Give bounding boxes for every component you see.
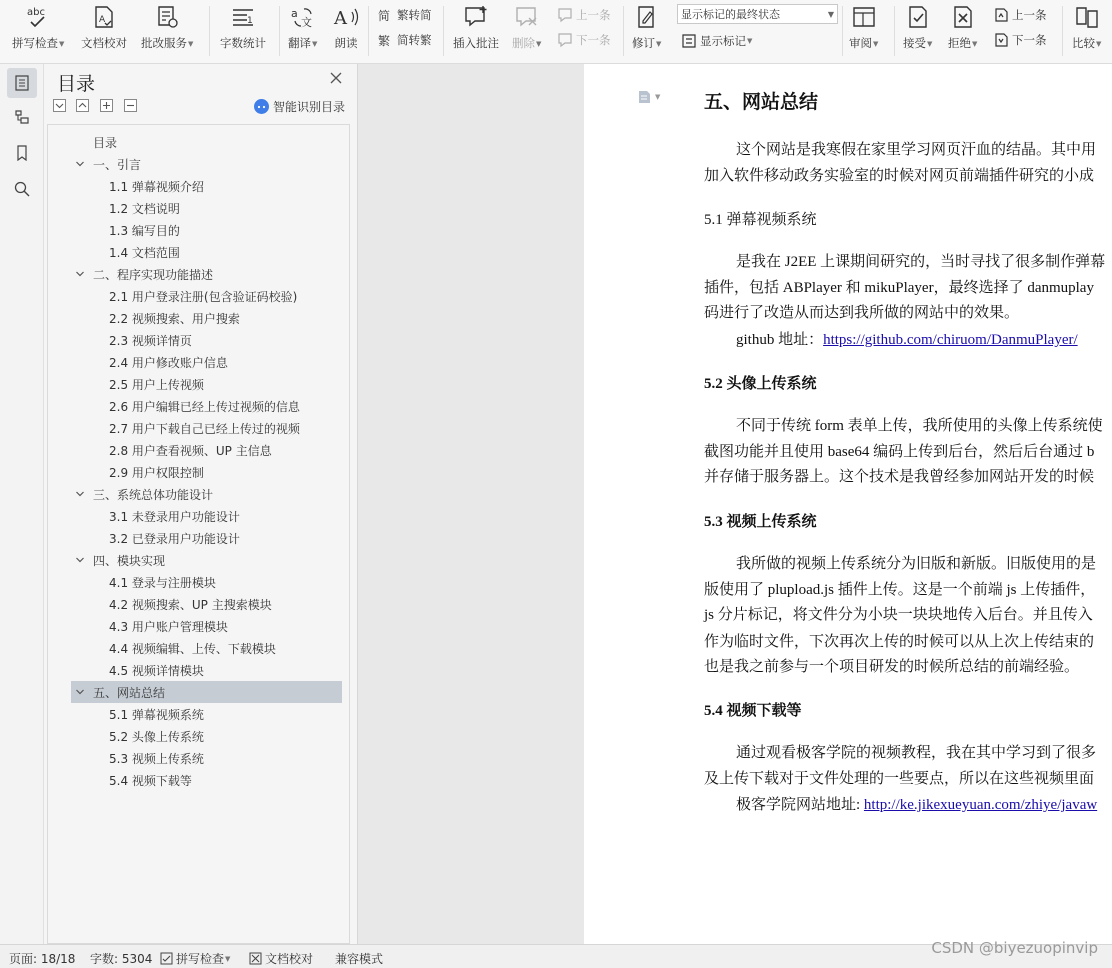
toc-item[interactable] xyxy=(71,197,342,219)
toc-panel xyxy=(44,64,358,944)
ribbon-separator xyxy=(209,6,210,56)
ribbon-separator xyxy=(842,6,843,56)
paragraph-line: 码进行了改造从而达到我所做的网站中的效果。 xyxy=(704,305,1020,321)
toc-item-label: 四、模块实现 xyxy=(93,553,166,568)
document-page xyxy=(584,64,1112,944)
chevron-up-icon xyxy=(78,101,87,110)
ai-icon xyxy=(254,99,269,114)
paragraph-line: 插件，包括 ABPlayer 和 mikuPlayer，最终选择了 danmuplay xyxy=(704,280,1094,296)
translate-button[interactable]: a 文 翻译▼ xyxy=(288,4,317,58)
ribbon-separator xyxy=(443,6,444,56)
accept-icon xyxy=(905,4,931,30)
svg-text:abc: abc xyxy=(27,7,46,18)
ribbon-separator xyxy=(623,6,624,56)
subsection-heading: 5.4 视频下载等 xyxy=(704,703,802,719)
toc-item-label: 5.2 头像上传系统 xyxy=(109,729,204,744)
toc-item[interactable] xyxy=(71,153,342,175)
paragraph-line: 及上传下载对于文件处理的一些要点，所以在这些视频里面 xyxy=(704,771,1095,787)
paragraph-line: 版使用了 plupload.js 插件上传。这是一个前端 js 上传插件， xyxy=(704,582,1096,598)
simp-to-trad-button[interactable]: 繁 简转繁 xyxy=(378,33,432,48)
document-icon xyxy=(638,90,651,104)
toc-item[interactable] xyxy=(71,703,342,725)
next-comment-icon xyxy=(556,32,573,49)
toc-item-label: 2.6 用户编辑已经上传过视频的信息 xyxy=(109,399,300,414)
toc-item[interactable] xyxy=(71,571,342,593)
trad-to-simp-button[interactable]: 简 繁转简 xyxy=(378,8,432,23)
paragraph-handle[interactable] xyxy=(638,90,660,104)
link-label: github 地址： xyxy=(736,332,824,348)
batch-service-button[interactable]: 批改服务▼ xyxy=(141,4,193,58)
word-count-indicator[interactable]: 字数: 5304 xyxy=(90,952,153,966)
spell-check-icon xyxy=(25,4,51,30)
paragraph-line: 是我在 J2EE 上课期间研究的，当时寻找了很多制作弹幕 xyxy=(736,254,1106,270)
toc-item[interactable] xyxy=(71,219,342,241)
chevron-down-icon[interactable] xyxy=(74,554,86,566)
toc-item-label: 三、系统总体功能设计 xyxy=(93,487,214,502)
batch-service-icon xyxy=(154,4,180,30)
doc-proof-button[interactable]: A 文档校对 xyxy=(81,4,127,58)
insert-comment-icon xyxy=(463,4,489,30)
toc-rail-button[interactable] xyxy=(7,68,37,98)
minus-icon xyxy=(126,101,135,110)
toc-item-label: 5.1 弹幕视频系统 xyxy=(109,707,204,722)
svg-text:A: A xyxy=(99,15,106,25)
toc-item-label: 2.7 用户下载自己已经上传过的视频 xyxy=(109,421,300,436)
simp-to-trad-icon xyxy=(377,32,394,49)
toc-item-label: 2.9 用户权限控制 xyxy=(109,465,204,480)
toc-item-label: 3.1 未登录用户功能设计 xyxy=(109,509,240,524)
jikexueyuan-link[interactable]: http://ke.jikexueyuan.com/zhiye/javaw xyxy=(863,797,1098,813)
toc-item[interactable] xyxy=(71,285,342,307)
read-aloud-button[interactable]: A 朗读 xyxy=(333,4,359,58)
prev-comment-button[interactable]: 上一条 xyxy=(556,5,611,25)
toc-item[interactable] xyxy=(71,681,342,703)
svg-text:a: a xyxy=(290,7,298,20)
toc-item-label: 2.2 视频搜索、用户搜索 xyxy=(109,311,240,326)
bookmark-rail-button[interactable] xyxy=(7,138,37,168)
toc-item[interactable] xyxy=(71,351,342,373)
navigation-rail xyxy=(0,64,44,944)
review-ribbon xyxy=(0,0,1112,64)
toc-item[interactable] xyxy=(71,241,342,263)
compare-icon xyxy=(1074,4,1100,30)
next-change-icon xyxy=(992,32,1009,49)
compat-mode-indicator: 兼容模式 xyxy=(335,952,384,966)
subsection-heading: 5.2 头像上传系统 xyxy=(704,376,817,392)
chevron-down-icon[interactable] xyxy=(74,686,86,698)
svg-text:繁: 繁 xyxy=(378,33,391,48)
toc-item-label: 4.4 视频编辑、上传、下载模块 xyxy=(109,641,276,656)
toc-item[interactable] xyxy=(71,593,342,615)
toc-item[interactable] xyxy=(71,505,342,527)
toc-item[interactable] xyxy=(71,659,342,681)
spell-check-button[interactable]: abc 拼写检查▼ xyxy=(12,4,64,58)
svg-text:1: 1 xyxy=(247,16,253,26)
outline-rail-button[interactable] xyxy=(7,102,37,132)
subsection-heading: 5.1 弹幕视频系统 xyxy=(704,212,817,228)
subsection-heading: 5.3 视频上传系统 xyxy=(704,514,817,530)
prev-comment-icon xyxy=(556,7,573,24)
toc-panel-title: 目录 xyxy=(57,73,96,95)
github-link[interactable]: https://github.com/chiruom/DanmuPlayer/ xyxy=(823,332,1078,348)
toc-item-label: 4.2 视频搜索、UP 主搜索模块 xyxy=(109,597,272,612)
watermark: CSDN @biyezuopinvip xyxy=(931,939,1098,957)
toc-item-label: 1.1 弹幕视频介绍 xyxy=(109,179,204,194)
paragraph-line: 这个网站是我寒假在家里学习网页汗血的结晶。其中用 xyxy=(736,142,1097,158)
toc-item-label: 2.5 用户上传视频 xyxy=(109,377,204,392)
close-icon[interactable] xyxy=(328,70,344,86)
track-changes-icon xyxy=(634,4,660,30)
toc-item[interactable] xyxy=(71,395,342,417)
paragraph-line: 作为临时文件，下次再次上传的时候可以从上次上传结束的 xyxy=(704,634,1095,650)
document-canvas xyxy=(358,64,1112,944)
svg-text:文: 文 xyxy=(300,16,312,29)
toc-item-label: 5.4 视频下载等 xyxy=(109,773,192,788)
toc-item-label: 五、网站总结 xyxy=(93,685,166,700)
paragraph-line: 我所做的视频上传系统分为旧版和新版。旧版使用的是 xyxy=(736,556,1097,572)
toc-item[interactable] xyxy=(71,549,342,571)
ribbon-separator xyxy=(279,6,280,56)
toc-item-label: 1.3 编写目的 xyxy=(109,223,180,238)
ribbon-separator xyxy=(894,6,895,56)
toc-item[interactable] xyxy=(71,769,342,791)
toc-item-label: 5.3 视频上传系统 xyxy=(109,751,204,766)
chevron-down-icon: ▼ xyxy=(655,93,661,101)
demote-level-button[interactable] xyxy=(124,99,137,112)
toc-item[interactable] xyxy=(71,307,342,329)
toc-item-label: 1.2 文档说明 xyxy=(109,201,180,216)
toc-item[interactable] xyxy=(71,439,342,461)
link-label: 极客学院网站地址: xyxy=(736,797,864,813)
doc-proof-icon xyxy=(249,952,262,965)
compare-button[interactable]: 比较▼ xyxy=(1072,4,1101,58)
word-count-icon xyxy=(230,4,256,30)
translate-icon xyxy=(290,4,316,30)
toc-item[interactable] xyxy=(71,637,342,659)
paragraph-line: 通过观看极客学院的视频教程，我在其中学习到了很多 xyxy=(736,745,1097,761)
toc-item-label: 4.3 用户账户管理模块 xyxy=(109,619,228,634)
toc-item-label: 2.3 视频详情页 xyxy=(109,333,192,348)
expand-all-button[interactable] xyxy=(53,99,66,112)
plus-icon xyxy=(102,101,111,110)
insert-comment-button[interactable]: 插入批注 xyxy=(453,4,499,58)
word-count-button[interactable]: 1 字数统计 xyxy=(220,4,266,58)
markup-state-select[interactable]: 显示标记的最终状态 ▼ xyxy=(677,4,838,24)
toc-item-label: 二、程序实现功能描述 xyxy=(93,267,214,282)
toc-item[interactable] xyxy=(71,373,342,395)
next-comment-button[interactable]: 下一条 xyxy=(556,30,611,50)
paragraph-line: 截图功能并且使用 base64 编码上传到后台，然后后台通过 b xyxy=(704,444,1095,460)
prev-change-icon xyxy=(992,7,1009,24)
svg-text:简: 简 xyxy=(378,8,391,23)
spell-check-icon xyxy=(160,952,173,965)
toc-item-label: 1.4 文档范围 xyxy=(109,245,180,260)
reject-icon xyxy=(950,4,976,30)
track-changes-button[interactable]: 修订▼ xyxy=(632,4,661,58)
toc-item-label: 4.5 视频详情模块 xyxy=(109,663,204,678)
toc-item-label: 2.8 用户查看视频、UP 主信息 xyxy=(109,443,272,458)
paragraph-line: 也是我之前参与一个项目研发的时候所总结的前端经验。 xyxy=(704,659,1080,675)
status-spell-check-button[interactable]: 拼写检查 ▼ xyxy=(160,950,230,967)
show-markup-button[interactable]: 显示标记 ▼ xyxy=(680,31,752,51)
svg-text:A: A xyxy=(334,8,347,29)
toc-item-label: 4.1 登录与注册模块 xyxy=(109,575,216,590)
toc-item[interactable] xyxy=(71,527,342,549)
next-change-button[interactable]: 下一条 xyxy=(992,30,1047,50)
search-rail-button[interactable] xyxy=(7,174,37,204)
chevron-down-icon xyxy=(55,101,64,110)
review-pane-icon xyxy=(851,4,877,30)
toc-tree xyxy=(47,124,350,944)
chevron-down-icon[interactable] xyxy=(74,158,86,170)
reject-change-button[interactable]: 拒绝▼ xyxy=(948,4,977,58)
toc-item-label: 3.2 已登录用户功能设计 xyxy=(109,531,240,546)
toc-item-label: 目录 xyxy=(93,135,118,150)
jike-link-line xyxy=(704,792,1112,818)
accept-change-button[interactable]: 接受▼ xyxy=(903,4,932,58)
outline-icon xyxy=(14,109,30,125)
delete-comment-button[interactable]: 删除▼ xyxy=(512,4,541,58)
toc-item[interactable] xyxy=(71,725,342,747)
section-heading: 五、网站总结 xyxy=(704,92,819,113)
toc-item[interactable] xyxy=(71,131,342,153)
collapse-all-button[interactable] xyxy=(76,99,89,112)
paragraph-line: 加入软件移动政务实验室的时候对网页前端插件研究的小成 xyxy=(704,168,1095,184)
promote-level-button[interactable] xyxy=(100,99,113,112)
paragraph-line: js 分片标记，将文件分为小块一块块地传入后台。并且传入 xyxy=(704,607,1093,623)
doc-proof-icon xyxy=(91,4,117,30)
chevron-down-icon[interactable] xyxy=(74,268,86,280)
toc-item-label: 一、引言 xyxy=(93,157,142,172)
toc-item[interactable] xyxy=(71,263,342,285)
prev-change-button[interactable]: 上一条 xyxy=(992,5,1047,25)
github-link-line xyxy=(704,327,1112,353)
show-markup-icon xyxy=(680,33,697,50)
toc-item[interactable] xyxy=(71,329,342,351)
page-indicator[interactable]: 页面: 18/18 xyxy=(9,952,76,966)
toc-item-label: 2.1 用户登录注册(包含验证码校验) xyxy=(109,289,298,304)
paragraph-line: 并存储于服务器上。这个技术是我曾经参加网站开发的时候 xyxy=(704,469,1095,485)
delete-comment-icon xyxy=(514,4,540,30)
toc-item-label: 2.4 用户修改账户信息 xyxy=(109,355,228,370)
toc-item[interactable] xyxy=(71,175,342,197)
paragraph-line: 不同于传统 form 表单上传，我所使用的头像上传系统使 xyxy=(736,418,1103,434)
read-aloud-icon xyxy=(333,4,359,30)
chevron-down-icon: ▼ xyxy=(827,9,834,19)
toc-icon xyxy=(14,75,30,91)
toc-item[interactable] xyxy=(71,483,342,505)
smart-toc-button[interactable]: 智能识别目录 xyxy=(254,98,345,115)
review-pane-button[interactable]: 审阅▼ xyxy=(849,4,878,58)
chevron-down-icon[interactable] xyxy=(74,488,86,500)
ribbon-separator xyxy=(368,6,369,56)
toc-item[interactable] xyxy=(71,417,342,439)
trad-to-simp-icon xyxy=(377,7,394,24)
toc-item[interactable] xyxy=(71,461,342,483)
bookmark-icon xyxy=(14,145,30,161)
status-doc-proof-button[interactable]: 文档校对 xyxy=(249,950,313,967)
toc-item[interactable] xyxy=(71,747,342,769)
search-icon xyxy=(14,181,30,197)
ribbon-separator xyxy=(1062,6,1063,56)
toc-item[interactable] xyxy=(71,615,342,637)
